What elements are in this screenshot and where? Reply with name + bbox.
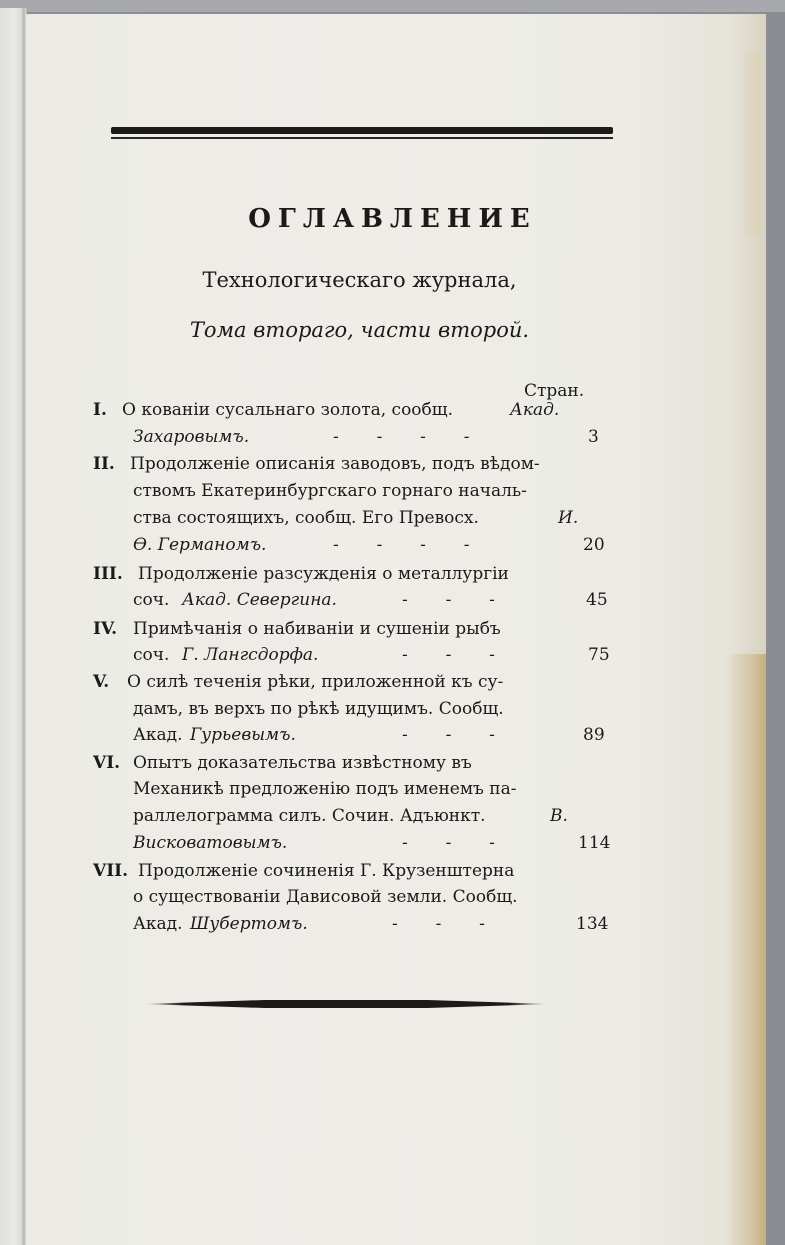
- page-number: 20: [583, 535, 605, 555]
- entry-text: соч.: [133, 590, 170, 610]
- page-edge-stain: [726, 654, 766, 1245]
- entry-text: о существованіи Дависовой земли. Сообщ.: [133, 887, 518, 907]
- page-number: 75: [588, 645, 610, 665]
- leader-dashes: - - -: [402, 833, 495, 853]
- page-column-label: Стран.: [524, 381, 585, 401]
- entry-text-italic: И.: [558, 508, 579, 528]
- entry-text: Акад.: [133, 725, 183, 745]
- entry-text: О кованіи сусальнаго золота, сообщ.: [122, 400, 453, 420]
- entry-number: I.: [93, 400, 107, 420]
- top-rule: [111, 127, 613, 134]
- leader-dashes: - - -: [402, 645, 495, 665]
- entry-author: Ѳ. Германомъ.: [133, 535, 267, 555]
- page-number: 3: [588, 427, 599, 447]
- journal-subtitle: Технологическаго журнала,: [202, 268, 517, 292]
- scan-background: [0, 0, 785, 12]
- entry-number: V.: [93, 672, 110, 692]
- entry-text: О силѣ теченія рѣки, приложенной къ су-: [127, 672, 504, 692]
- entry-author: Гурьевымъ.: [190, 725, 296, 745]
- page-number: 89: [583, 725, 605, 745]
- entry-text: ства состоящихъ, сообщ. Его Превосх.: [133, 508, 479, 528]
- entry-text: Примѣчанія о набиваніи и сушеніи рыбъ: [133, 619, 501, 639]
- entry-text: раллелограмма силъ. Сочин. Адъюнкт.: [133, 806, 486, 826]
- page-title: ОГЛАВЛЕНИЕ: [248, 204, 537, 234]
- entry-author: Акад. Севергина.: [182, 590, 337, 610]
- volume-subtitle: Тома втораго, части второй.: [189, 318, 530, 342]
- entry-author: Захаровымъ.: [133, 427, 250, 447]
- leader-dashes: - - - -: [333, 535, 470, 555]
- entry-text: Акад.: [133, 914, 183, 934]
- entry-number: III.: [93, 564, 123, 584]
- entry-text-italic: Акад.: [510, 400, 560, 420]
- page-number: 114: [578, 833, 611, 853]
- entry-text: Продолженіе описанія заводовъ, подъ вѣдом-: [130, 454, 540, 474]
- entry-text: Механикѣ предложенію подъ именемъ па-: [133, 779, 517, 799]
- entry-number: VII.: [93, 861, 129, 881]
- entry-number: II.: [93, 454, 115, 474]
- entry-author: Висковатовымъ.: [133, 833, 288, 853]
- leader-dashes: - - - -: [333, 427, 470, 447]
- entry-text: ствомъ Екатеринбургскаго горнаго началь-: [133, 481, 527, 501]
- entry-author: Шубертомъ.: [190, 914, 308, 934]
- entry-text: Опытъ доказательства извѣстному въ: [133, 753, 472, 773]
- entry-text-italic: В.: [550, 806, 568, 826]
- page-number: 45: [586, 590, 608, 610]
- leader-dashes: - - -: [402, 590, 495, 610]
- top-rule-thin: [111, 137, 613, 139]
- entry-author: Г. Лангсдорфа.: [182, 645, 319, 665]
- entry-text: Продолженіе разсужденія о металлургіи: [138, 564, 509, 584]
- entry-text: дамъ, въ верхъ по рѣкѣ идущимъ. Сообщ.: [133, 699, 504, 719]
- leader-dashes: - - -: [402, 725, 495, 745]
- leader-dashes: - - -: [392, 914, 485, 934]
- entry-number: IV.: [93, 619, 118, 639]
- entry-text: Продолженіе сочиненія Г. Крузенштерна: [138, 861, 515, 881]
- page-number: 134: [576, 914, 609, 934]
- entry-text: соч.: [133, 645, 170, 665]
- page-gutter: [22, 8, 25, 1245]
- entry-number: VI.: [93, 753, 121, 773]
